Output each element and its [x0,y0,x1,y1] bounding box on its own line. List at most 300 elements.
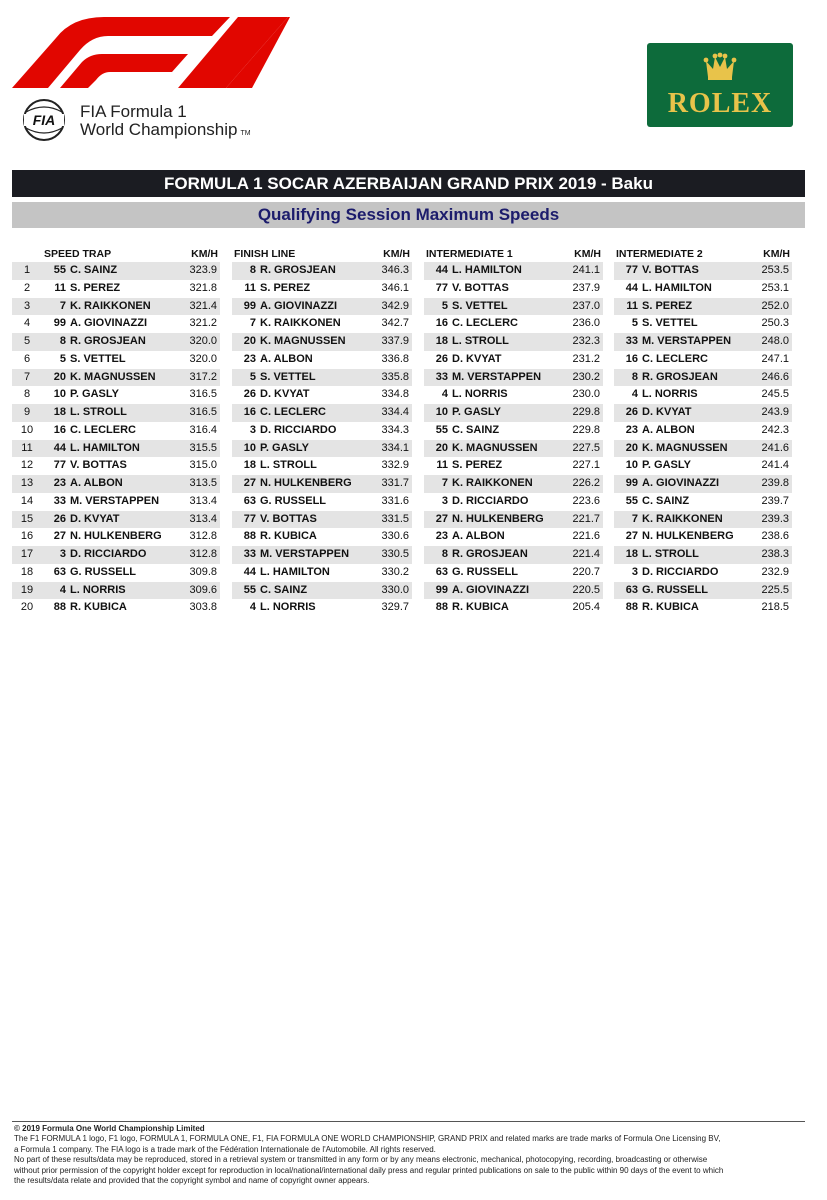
position-number: 15 [12,511,42,529]
speed-value: 250.3 [761,317,789,330]
table-row [614,386,792,404]
table-row [42,475,220,493]
speed-value: 239.8 [761,477,789,489]
position-number: 17 [12,546,42,564]
speed-value: 346.3 [381,264,409,276]
speed-value: 223.6 [572,494,600,507]
car-number: 20 [435,441,448,454]
table-row [42,404,220,422]
driver-name: L. HAMILTON [452,264,522,276]
car-number: 16 [435,317,448,330]
car-number: 33 [435,370,448,383]
driver-name: L. NORRIS [260,601,316,614]
driver-name: L. STROLL [260,459,317,472]
table-row [614,546,792,564]
legal-line: a Formula 1 company. The FIA logo is a trade mark of the Fédération Internationale de l'Automobile. All rights reserved. [14,1144,436,1154]
column-title: INTERMEDIATE 1 [426,248,513,260]
rolex-logo [647,43,793,127]
speed-value: 238.3 [761,548,789,560]
driver-name: R. KUBICA [452,601,509,614]
table-row [424,422,603,440]
car-number: 11 [626,299,638,312]
driver-name: M. VERSTAPPEN [260,548,350,560]
speed-value: 229.8 [572,406,600,418]
position-number: 16 [20,530,34,543]
driver-name: N. HULKENBERG [70,530,162,543]
speed-value: 245.5 [761,388,789,401]
driver-name: L. HAMILTON [260,565,330,578]
car-number: 63 [243,494,256,507]
table-row [232,369,412,387]
driver-name: R. KUBICA [70,601,127,614]
driver-name: C. SAINZ [642,494,690,507]
car-number: 26 [435,352,448,365]
fia-branding [12,98,312,144]
speed-value: 331.7 [381,477,409,489]
driver-name: D. RICCIARDO [642,565,719,578]
crown-icon [703,51,737,81]
driver-name: V. BOTTAS [452,281,509,294]
column-header [424,246,603,262]
driver-name: R. KUBICA [642,601,699,614]
event-title: FORMULA 1 SOCAR AZERBAIJAN GRAND PRIX 2019 - Baku [12,170,805,197]
speed-value: 205.4 [572,601,600,614]
table-row [614,493,792,511]
car-number: 99 [53,317,66,330]
column-header [232,246,412,262]
column-header [614,246,792,262]
speed-value: 337.9 [381,335,409,347]
position-column [12,262,42,617]
column-header [42,246,220,262]
car-number: 4 [631,388,638,401]
position-number: 1 [12,262,42,280]
speed-value: 229.8 [572,423,600,436]
speed-value: 312.8 [189,530,217,543]
driver-name: C. LECLERC [452,317,518,330]
driver-name: R. GROSJEAN [642,370,718,383]
car-number: 8 [59,335,66,347]
car-number: 3 [249,423,256,436]
driver-name: L. STROLL [452,335,509,347]
f1-logo [12,14,290,88]
driver-name: V. BOTTAS [642,264,699,276]
car-number: 88 [625,601,638,614]
car-number: 63 [435,565,448,578]
driver-name: K. MAGNUSSEN [70,370,156,383]
table-row [614,564,792,582]
driver-name: L. STROLL [642,548,699,560]
table-row [424,582,603,600]
table-row [614,404,792,422]
rolex-wordmark: ROLEX [667,88,773,119]
speed-value: 236.0 [572,317,600,330]
speed-value: 246.6 [761,370,789,383]
table-row [424,511,603,529]
car-number: 11 [436,459,448,472]
speed-value: 242.3 [761,423,789,436]
table-row [614,528,792,546]
driver-name: A. GIOVINAZZI [70,317,147,330]
speed-value: 321.4 [189,299,217,312]
driver-name: K. MAGNUSSEN [260,335,346,347]
car-number: 27 [625,530,638,543]
speed-value: 342.9 [381,299,409,312]
speed-value: 239.7 [761,494,789,507]
car-number: 7 [441,477,448,489]
speed-value: 321.2 [189,317,217,330]
table-row [614,422,792,440]
table-row [232,475,412,493]
table-row [232,511,412,529]
car-number: 27 [53,530,66,543]
table-row [424,475,603,493]
table-row [614,333,792,351]
table-row [232,280,412,298]
car-number: 7 [631,512,638,525]
column-unit: KM/H [763,248,790,260]
car-number: 11 [54,281,66,294]
car-number: 10 [435,406,448,418]
driver-name: P. GASLY [260,441,309,454]
speed-value: 221.7 [572,512,600,525]
speed-value: 241.6 [761,441,789,454]
table-row [424,404,603,422]
car-number: 10 [625,459,638,472]
driver-name: S. PEREZ [70,281,121,294]
car-number: 27 [243,477,256,489]
driver-name: A. ALBON [642,423,695,436]
speed-value: 313.4 [189,512,217,525]
table-row [424,493,603,511]
driver-name: D. KVYAT [452,352,502,365]
speed-value: 237.9 [572,281,600,294]
speed-value: 313.4 [189,494,217,507]
table-row [232,457,412,475]
speed-value: 335.8 [381,370,409,383]
table-row [232,582,412,600]
table-row [42,582,220,600]
table-row [42,262,220,280]
legal-line: the results/data relate and provided that the copyright symbol and name of copyright owner appears. [14,1176,370,1186]
speed-value: 334.8 [381,388,409,401]
speed-value: 320.0 [189,335,217,347]
table-row [42,315,220,333]
car-number: 77 [243,512,256,525]
car-number: 88 [435,601,448,614]
driver-name: C. SAINZ [452,423,500,436]
driver-name: L. HAMILTON [642,281,712,294]
car-number: 5 [59,352,66,365]
legal-line: No part of these results/data may be reproduced, stored in a retrieval system or transmitted in any form or by any means electronic, mechanical, photocopying, recording, broadcasting or otherwise [14,1155,708,1165]
table-row [232,422,412,440]
driver-name: N. HULKENBERG [260,477,352,489]
car-number: 16 [53,423,66,436]
table-row [42,280,220,298]
car-number: 55 [53,264,66,276]
car-number: 4 [441,388,448,401]
car-number: 10 [243,441,256,454]
driver-name: M. VERSTAPPEN [70,494,160,507]
table-row [424,440,603,458]
table-row [614,298,792,316]
driver-name: R. KUBICA [260,530,317,543]
car-number: 99 [435,583,448,596]
driver-name: D. KVYAT [260,388,310,401]
car-number: 63 [53,565,66,578]
position-number: 5 [12,333,42,351]
position-number: 14 [20,494,34,507]
speed-value: 241.4 [761,459,789,472]
legal-line: without prior permission of the copyright holder except for reproduction in local/national/international daily press and regular printed publications on sale to the public within 90 days of the event to which [14,1165,724,1175]
car-number: 55 [625,494,638,507]
position-number: 9 [12,404,42,422]
car-number: 23 [53,477,66,489]
speed-value: 232.3 [572,335,600,347]
speed-value: 220.7 [572,565,600,578]
car-number: 16 [625,352,638,365]
driver-name: P. GASLY [642,459,691,472]
speed-value: 227.1 [572,459,600,472]
table-row [42,528,220,546]
speed-value: 225.5 [761,583,789,596]
table-row [232,546,412,564]
driver-name: N. HULKENBERG [452,512,544,525]
car-number: 55 [243,583,256,596]
speed-value: 320.0 [189,352,217,365]
speed-value: 247.1 [761,352,789,365]
speed-value: 232.9 [761,565,789,578]
car-number: 4 [59,583,66,596]
table-row [42,457,220,475]
driver-name: S. VETTEL [452,299,508,312]
table-row [614,440,792,458]
car-number: 8 [249,264,256,276]
car-number: 7 [249,317,256,330]
table-row [614,475,792,493]
driver-name: N. HULKENBERG [642,530,734,543]
table-row [232,262,412,280]
speed-value: 342.7 [381,317,409,330]
position-number: 7 [12,369,42,387]
car-number: 18 [435,335,448,347]
speed-value: 336.8 [381,352,409,365]
car-number: 5 [249,370,256,383]
car-number: 77 [435,281,448,294]
table-row [42,386,220,404]
driver-name: C. LECLERC [642,352,708,365]
speed-value: 331.6 [381,494,409,507]
position-number: 20 [20,601,34,614]
car-number: 3 [59,548,66,560]
position-number: 6 [23,352,31,365]
speed-value: 330.2 [381,565,409,578]
speed-value: 313.5 [189,477,217,489]
car-number: 63 [625,583,638,596]
table-row [614,457,792,475]
car-number: 11 [244,281,256,294]
speed-value: 330.6 [381,530,409,543]
driver-name: S. PEREZ [452,459,503,472]
speed-value: 332.9 [381,459,409,472]
table-row [42,493,220,511]
speed-trap-column [42,246,220,617]
table-row [42,511,220,529]
car-number: 44 [243,565,256,578]
car-number: 77 [53,459,66,472]
table-row [42,422,220,440]
footer [14,1124,804,1186]
position-number: 11 [12,440,42,458]
car-number: 18 [53,406,66,418]
org-line-1: FIA Formula 1 [80,102,187,121]
speed-value: 239.3 [761,512,789,525]
driver-name: K. MAGNUSSEN [452,441,538,454]
driver-name: K. RAIKKONEN [452,477,533,489]
position-number: 8 [23,388,31,401]
car-number: 10 [53,388,66,401]
driver-name: G. RUSSELL [260,494,327,507]
car-number: 7 [59,299,66,312]
car-number: 99 [243,299,256,312]
legal-line: The F1 FORMULA 1 logo, F1 logo, FORMULA 1, FORMULA ONE, F1, FIA FORMULA ONE WORLD CHAMPIONSHIP, GRAND PRIX and related marks are trade marks of Formula One Licensing BV, [14,1134,721,1144]
driver-name: K. RAIKKONEN [642,512,723,525]
driver-name: C. LECLERC [70,423,136,436]
driver-name: L. STROLL [70,406,127,418]
table-row [232,528,412,546]
speed-value: 315.5 [189,441,217,454]
table-row [42,440,220,458]
table-row [232,386,412,404]
speed-value: 330.0 [381,583,409,596]
table-row [42,333,220,351]
position-number: 4 [23,317,31,330]
driver-name: C. SAINZ [70,264,118,276]
speed-value: 221.6 [572,530,600,543]
car-number: 4 [249,601,256,614]
driver-name: R. GROSJEAN [260,264,336,276]
svg-text:FIA: FIA [32,112,56,128]
speed-value: 331.5 [381,512,409,525]
car-number: 77 [625,264,638,276]
table-row [614,351,792,369]
table-row [232,564,412,582]
position-number: 12 [20,459,34,472]
table-row [424,599,603,617]
speed-value: 309.6 [189,583,217,596]
car-number: 8 [441,548,448,560]
driver-name: A. ALBON [452,530,505,543]
table-row [232,351,412,369]
driver-name: D. RICCIARDO [260,423,337,436]
driver-name: K. RAIKKONEN [70,299,151,312]
speed-value: 253.5 [761,264,789,276]
table-row [42,599,220,617]
table-row [614,599,792,617]
car-number: 33 [53,494,66,507]
car-number: 23 [625,423,638,436]
car-number: 88 [243,530,256,543]
intermediate-1-column [424,246,603,617]
speed-value: 316.5 [189,406,217,418]
driver-name: D. KVYAT [642,406,692,418]
column-unit: KM/H [383,248,410,260]
car-number: 88 [53,601,66,614]
table-row [42,298,220,316]
driver-name: S. VETTEL [642,317,698,330]
table-row [424,564,603,582]
speed-value: 253.1 [761,281,789,294]
trademark-mark: TM [240,130,251,137]
table-row [232,404,412,422]
driver-name: M. VERSTAPPEN [452,370,542,383]
car-number: 23 [435,530,448,543]
table-row [424,528,603,546]
driver-name: A. GIOVINAZZI [260,299,337,312]
driver-name: V. BOTTAS [70,459,127,472]
table-row [424,280,603,298]
driver-name: K. MAGNUSSEN [642,441,728,454]
speed-value: 316.5 [189,388,217,401]
position-number: 10 [20,423,34,436]
speed-value: 309.8 [189,565,217,578]
driver-name: S. VETTEL [260,370,316,383]
speed-value: 238.6 [761,530,789,543]
car-number: 20 [625,441,638,454]
speed-value: 230.0 [572,388,600,401]
speed-value: 243.9 [761,406,789,418]
driver-name: P. GASLY [70,388,119,401]
table-row [232,315,412,333]
table-row [614,315,792,333]
car-number: 44 [625,281,638,294]
driver-name: L. NORRIS [452,388,508,401]
driver-name: V. BOTTAS [260,512,317,525]
column-unit: KM/H [574,248,601,260]
car-number: 5 [441,299,448,312]
driver-name: R. GROSJEAN [452,548,528,560]
speed-value: 230.2 [572,370,600,383]
driver-name: L. NORRIS [70,583,126,596]
speed-value: 330.5 [381,548,409,560]
driver-name: L. HAMILTON [70,441,140,454]
table-row [614,262,792,280]
car-number: 27 [435,512,448,525]
position-number: 3 [12,298,42,316]
car-number: 26 [625,406,638,418]
driver-name: M. VERSTAPPEN [642,335,732,347]
speed-value: 316.4 [189,423,217,436]
table-row [424,369,603,387]
speed-value: 321.8 [189,281,217,294]
car-number: 8 [631,370,638,383]
table-row [424,457,603,475]
session-subtitle: Qualifying Session Maximum Speeds [12,202,805,228]
column-title: INTERMEDIATE 2 [616,248,703,260]
car-number: 33 [625,335,638,347]
footer-divider [12,1121,805,1122]
speed-value: 248.0 [761,335,789,347]
table-row [232,493,412,511]
speed-value: 241.1 [572,264,600,276]
table-row [614,280,792,298]
speed-value: 231.2 [572,352,600,365]
table-row [614,369,792,387]
driver-name: S. VETTEL [70,352,126,365]
speed-value: 227.5 [572,441,600,454]
car-number: 3 [631,565,638,578]
table-row [424,333,603,351]
